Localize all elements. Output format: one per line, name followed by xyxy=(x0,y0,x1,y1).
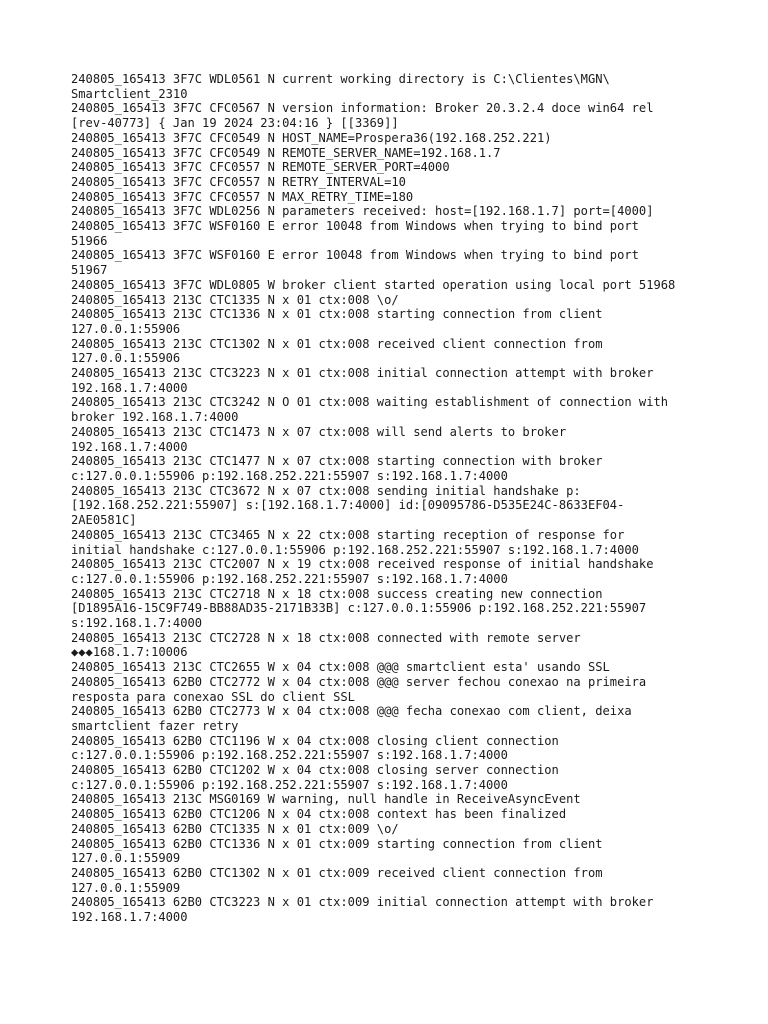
log-line: ◆◆◆168.1.7:10006 xyxy=(71,645,188,660)
log-line: 240805_165413 213C CTC1473 N x 07 ctx:008 will send alerts to broker xyxy=(71,424,567,439)
log-line: [rev-40773] { Jan 19 2024 23:04:16 } [[3369]] xyxy=(71,116,399,131)
log-line: Smartclient_2310 xyxy=(71,86,188,101)
log-line: 240805_165413 3F7C CFC0557 N REMOTE_SERVER_PORT=4000 xyxy=(71,160,450,175)
log-line: 240805_165413 213C CTC2718 N x 18 ctx:008 success creating new connection xyxy=(71,586,603,601)
log-line: 240805_165413 3F7C WSF0160 E error 10048 from Windows when trying to bind port xyxy=(71,248,639,263)
log-line: 240805_165413 213C CTC3465 N x 22 ctx:008 starting reception of response for xyxy=(71,527,625,542)
log-line: resposta para conexao SSL do client SSL xyxy=(71,689,355,704)
log-line: 240805_165413 213C CTC1336 N x 01 ctx:008 starting connection from client xyxy=(71,307,603,322)
log-line: 2AE0581C] xyxy=(71,513,137,528)
log-line: smartclient fazer retry xyxy=(71,718,239,733)
log-line: 240805_165413 213C CTC2655 W x 04 ctx:008 @@@ smartclient esta' usando SSL xyxy=(71,660,610,675)
log-line: 240805_165413 3F7C CFC0549 N REMOTE_SERVER_NAME=192.168.1.7 xyxy=(71,145,501,160)
log-line: 240805_165413 3F7C WDL0256 N parameters received: host=[192.168.1.7] port=[4000] xyxy=(71,204,654,219)
log-line: 240805_165413 3F7C CFC0549 N HOST_NAME=Prospera36(192.168.252.221) xyxy=(71,130,552,145)
log-line: 127.0.0.1:55906 xyxy=(71,321,181,336)
log-line: 240805_165413 213C CTC3223 N x 01 ctx:008 initial connection attempt with broker xyxy=(71,366,654,381)
log-line: 240805_165413 213C CTC3242 N O 01 ctx:008 waiting establishment of connection with xyxy=(71,395,669,410)
log-line: 240805_165413 62B0 CTC1335 N x 01 ctx:009 \o/ xyxy=(71,821,399,836)
log-line: 240805_165413 213C CTC1477 N x 07 ctx:008 starting connection with broker xyxy=(71,454,603,469)
log-line: 240805_165413 3F7C CFC0567 N version information: Broker 20.3.2.4 doce win64 rel xyxy=(71,101,654,116)
log-line: 240805_165413 213C CTC3672 N x 07 ctx:008 sending initial handshake p: xyxy=(71,483,581,498)
log-line: 51967 xyxy=(71,263,108,278)
log-line: 240805_165413 3F7C WDL0561 N current working directory is C:\Clientes\MGN\ xyxy=(71,72,610,86)
log-line: 127.0.0.1:55909 xyxy=(71,851,181,866)
log-line: 127.0.0.1:55906 xyxy=(71,351,181,366)
log-line: 51966 xyxy=(71,233,108,248)
log-line: 240805_165413 213C CTC1302 N x 01 ctx:008 received client connection from xyxy=(71,336,603,351)
log-line: 240805_165413 3F7C CFC0557 N MAX_RETRY_TIME=180 xyxy=(71,189,414,204)
log-line: 240805_165413 213C MSG0169 W warning, null handle in ReceiveAsyncEvent xyxy=(71,792,581,807)
log-line: initial handshake c:127.0.0.1:55906 p:192.168.252.221:55907 s:192.168.1.7:4000 xyxy=(71,542,639,557)
log-line: 240805_165413 62B0 CTC3223 N x 01 ctx:009 initial connection attempt with broker xyxy=(71,895,654,910)
log-line: s:192.168.1.7:4000 xyxy=(71,616,203,631)
log-line: 192.168.1.7:4000 xyxy=(71,380,188,395)
log-line: 240805_165413 213C CTC2728 N x 18 ctx:008 connected with remote server xyxy=(71,630,581,645)
log-line: c:127.0.0.1:55906 p:192.168.252.221:55907 s:192.168.1.7:4000 xyxy=(71,777,508,792)
log-line: 240805_165413 3F7C WDL0805 W broker client started operation using local port 51968 xyxy=(71,277,676,292)
log-line: 240805_165413 3F7C WSF0160 E error 10048 from Windows when trying to bind port xyxy=(71,219,639,234)
log-line: c:127.0.0.1:55906 p:192.168.252.221:55907 s:192.168.1.7:4000 xyxy=(71,571,508,586)
log-line: 240805_165413 62B0 CTC1336 N x 01 ctx:009 starting connection from client xyxy=(71,836,603,851)
log-text-block xyxy=(71,72,701,925)
log-line: broker 192.168.1.7:4000 xyxy=(71,410,239,425)
log-line: [192.168.252.221:55907] s:[192.168.1.7:4000] id:[09095786-D535E24C-8633EF04- xyxy=(71,498,625,513)
log-line: 240805_165413 3F7C CFC0557 N RETRY_INTERVAL=10 xyxy=(71,174,406,189)
log-line: c:127.0.0.1:55906 p:192.168.252.221:55907 s:192.168.1.7:4000 xyxy=(71,468,508,483)
log-line: 192.168.1.7:4000 xyxy=(71,439,188,454)
log-line: 240805_165413 62B0 CTC1202 W x 04 ctx:008 closing server connection xyxy=(71,763,559,778)
log-line: c:127.0.0.1:55906 p:192.168.252.221:55907 s:192.168.1.7:4000 xyxy=(71,748,508,763)
log-line: 127.0.0.1:55909 xyxy=(71,880,181,895)
log-line: 240805_165413 213C CTC1335 N x 01 ctx:008 \o/ xyxy=(71,292,399,307)
log-line: 192.168.1.7:4000 xyxy=(71,910,188,925)
log-line: 240805_165413 62B0 CTC1206 N x 04 ctx:008 context has been finalized xyxy=(71,807,567,822)
log-line: 240805_165413 62B0 CTC1196 W x 04 ctx:008 closing client connection xyxy=(71,733,559,748)
log-line: 240805_165413 62B0 CTC1302 N x 01 ctx:009 received client connection from xyxy=(71,865,603,880)
log-line: 240805_165413 62B0 CTC2772 W x 04 ctx:008 @@@ server fechou conexao na primeira xyxy=(71,674,647,689)
log-line: 240805_165413 62B0 CTC2773 W x 04 ctx:008 @@@ fecha conexao com client, deixa xyxy=(71,704,632,719)
log-line: [D1895A16-15C9F749-BB88AD35-2171B33B] c:127.0.0.1:55906 p:192.168.252.221:55907 xyxy=(71,601,647,616)
log-line: 240805_165413 213C CTC2007 N x 19 ctx:008 received response of initial handshake xyxy=(71,557,654,572)
